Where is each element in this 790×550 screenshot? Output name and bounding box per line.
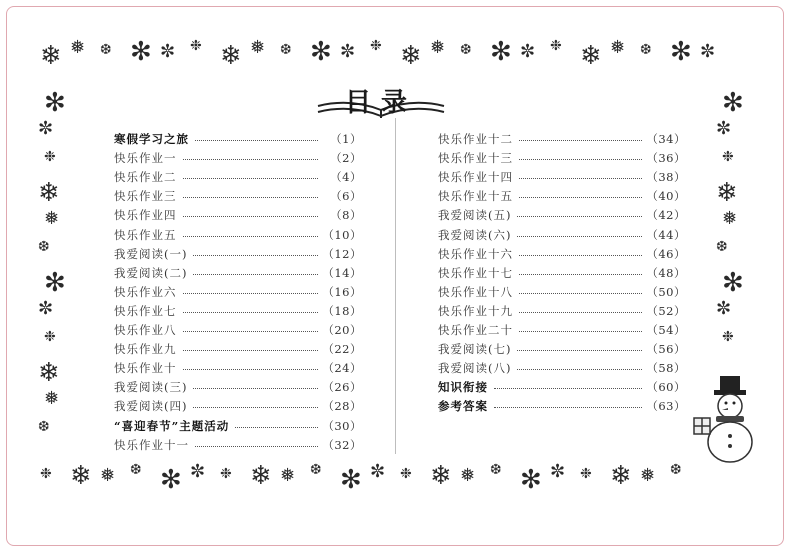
snowflake-icon: ❄	[40, 41, 62, 72]
toc-entry	[114, 246, 362, 265]
snowflake-icon: ❄	[250, 461, 272, 492]
snowman-icon	[692, 372, 756, 464]
snowflake-icon: ❅	[460, 465, 476, 487]
toc-entry	[114, 150, 362, 169]
snowflake-icon: ✼	[38, 298, 54, 319]
toc-entry	[114, 284, 362, 303]
toc-entry-page: （38）	[646, 170, 686, 185]
snowflake-icon: ❉	[44, 149, 56, 165]
toc-entry-label: 快乐作业八	[114, 323, 177, 337]
toc-entry-label: 快乐作业十	[114, 361, 177, 376]
toc-entry-page: （30）	[322, 418, 362, 433]
toc-entry-page: （8）	[330, 208, 362, 223]
toc-leader-dots	[183, 216, 319, 217]
toc-entry-label: 我爱阅读(三)	[114, 380, 188, 395]
toc-entry-page: （42）	[646, 208, 686, 223]
snowflake-icon: ❅	[44, 388, 60, 409]
toc-leader-dots	[183, 178, 319, 179]
snowflake-icon: ❉	[580, 466, 592, 483]
toc-entry	[114, 131, 362, 150]
toc-leader-dots	[195, 446, 318, 447]
toc-leader-dots	[235, 427, 318, 428]
toc-entry	[438, 398, 686, 417]
toc-entry	[438, 150, 686, 169]
toc-leader-dots	[494, 388, 642, 389]
toc-entry-label: 快乐作业七	[114, 303, 177, 318]
snowflake-icon: ✼	[520, 41, 536, 63]
toc-entry-label: 快乐作业十八	[438, 284, 513, 299]
toc-entry-page: （20）	[322, 323, 362, 337]
snowflake-icon: ❆	[670, 462, 682, 479]
snowflake-icon: ✼	[38, 118, 54, 139]
snowflake-icon: ✼	[700, 41, 716, 63]
toc-leader-dots	[183, 312, 319, 313]
toc-entry-page: （54）	[646, 323, 686, 337]
snowflake-icon: ❅	[250, 37, 266, 59]
toc-entry	[114, 303, 362, 322]
toc-entry	[438, 207, 686, 226]
snowflake-icon: ❄	[580, 41, 602, 72]
page-title: 目录	[344, 88, 417, 118]
toc-leader-dots	[494, 407, 642, 408]
snowflake-icon: ❆	[38, 419, 50, 435]
snowflake-icon: ❉	[40, 466, 52, 483]
toc-entry-page: （26）	[322, 380, 362, 395]
toc-entry-page: （10）	[322, 227, 362, 242]
snowflake-icon: ❄	[38, 358, 60, 388]
toc-leader-dots	[519, 331, 642, 332]
toc-title	[316, 78, 446, 122]
toc-entry	[438, 265, 686, 284]
snowflake-icon: ❅	[640, 465, 656, 487]
toc-entry	[438, 379, 686, 398]
toc-entry-label: 快乐作业四	[114, 208, 177, 223]
toc-leader-dots	[183, 197, 319, 198]
snowflake-icon: ❆	[130, 462, 142, 479]
toc-leader-dots	[183, 159, 319, 160]
snowflake-icon: ❉	[400, 466, 412, 483]
toc-entry-label: 快乐作业十四	[438, 170, 513, 185]
snowflake-icon: ❆	[310, 462, 322, 479]
snowflake-icon: ✻	[670, 37, 692, 68]
snowflake-icon: ✻	[310, 37, 332, 68]
toc-entry-page: （28）	[322, 399, 362, 414]
toc-entry-label: 我爱阅读(五)	[438, 208, 512, 223]
toc-entry	[438, 246, 686, 265]
snowflake-icon: ❆	[640, 42, 652, 59]
toc-leader-dots	[517, 216, 642, 217]
snowflake-icon: ❄	[716, 178, 738, 208]
snowflake-icon: ❅	[610, 37, 626, 59]
toc-entry-label: “喜迎春节”主题活动	[114, 418, 230, 433]
snowflake-icon: ✼	[340, 41, 356, 63]
toc-entry	[114, 265, 362, 284]
toc-entry	[114, 207, 362, 226]
toc-leader-dots	[519, 178, 642, 179]
snowflake-icon: ❉	[722, 329, 734, 345]
toc-entry-page: （22）	[322, 342, 362, 357]
snowflake-icon: ❆	[38, 239, 50, 255]
snowflake-icon: ✻	[340, 465, 362, 496]
toc-entry	[438, 341, 686, 360]
snowflake-icon: ❄	[70, 461, 92, 492]
toc-entry-label: 我爱阅读(四)	[114, 399, 188, 414]
toc-entry-label: 快乐作业十六	[438, 246, 513, 261]
toc-leader-dots	[519, 293, 642, 294]
snowflake-icon: ✻	[722, 268, 744, 298]
column-divider	[395, 118, 396, 454]
toc-leader-dots	[183, 293, 319, 294]
toc-entry-label: 快乐作业二十	[438, 323, 513, 337]
snowflake-icon: ❆	[460, 42, 472, 59]
snowflake-icon: ✼	[160, 41, 176, 63]
toc-entry-page: （14）	[322, 265, 362, 280]
toc-entry	[114, 379, 362, 398]
toc-entry-page: （34）	[646, 132, 686, 146]
snowflake-icon: ❅	[100, 465, 116, 487]
toc-entry	[114, 398, 362, 417]
toc-entry	[438, 227, 686, 246]
toc-entry-page: （6）	[330, 189, 362, 204]
toc-entry	[114, 437, 362, 456]
toc-entry	[114, 188, 362, 207]
toc-entry-label: 快乐作业十七	[438, 265, 513, 280]
toc-entry-page: （58）	[646, 361, 686, 376]
snowflake-icon: ❅	[280, 465, 296, 487]
snowflake-icon: ❉	[220, 466, 232, 483]
snowflake-icon: ❅	[722, 208, 738, 229]
toc-entry-page: （44）	[646, 227, 686, 242]
snowflake-icon: ✼	[550, 461, 566, 483]
snowflake-icon: ✼	[190, 461, 206, 483]
toc-entry-label: 快乐作业十九	[438, 303, 513, 318]
toc-entry	[438, 322, 686, 341]
toc-entry-label: 我爱阅读(一)	[114, 246, 188, 261]
snowflake-icon: ❆	[280, 42, 292, 59]
snowflake-icon: ✼	[716, 118, 732, 139]
toc-entry-page: （40）	[646, 189, 686, 204]
snowflake-icon: ❄	[220, 41, 242, 72]
toc-entry	[438, 169, 686, 188]
toc-entry-page: （4）	[330, 170, 362, 185]
toc-entry-label: 快乐作业九	[114, 342, 177, 357]
toc-entry	[438, 188, 686, 207]
snowflake-icon: ✻	[130, 37, 152, 68]
toc-entry-label: 参考答案	[438, 399, 488, 414]
toc-entry-page: （48）	[646, 265, 686, 280]
toc-entry	[438, 303, 686, 322]
snowflake-icon: ❅	[430, 37, 446, 59]
toc-entry-label: 我爱阅读(二)	[114, 265, 188, 280]
toc-entry-page: （50）	[646, 284, 686, 299]
snowflake-icon: ❉	[722, 149, 734, 165]
toc-entry-label: 快乐作业十五	[438, 189, 513, 204]
toc-entry-label: 我爱阅读(六)	[438, 227, 512, 242]
toc-leader-dots	[519, 140, 642, 141]
toc-leader-dots	[193, 407, 318, 408]
toc-entry	[114, 360, 362, 379]
toc-leader-dots	[193, 388, 318, 389]
toc-entry	[114, 341, 362, 360]
toc-entry-page: （12）	[322, 246, 362, 261]
snowflake-icon: ❆	[490, 462, 502, 479]
snowflake-icon: ❆	[716, 239, 728, 255]
snowflake-icon: ❅	[70, 37, 86, 59]
toc-entry-page: （56）	[646, 342, 686, 357]
toc-leader-dots	[519, 274, 642, 275]
toc-entry	[438, 360, 686, 379]
toc-leader-dots	[519, 197, 642, 198]
snowflake-icon: ✻	[520, 465, 542, 496]
toc-leader-dots	[519, 159, 642, 160]
toc-entry	[438, 131, 686, 150]
snowflake-icon: ❉	[550, 38, 562, 55]
toc-leader-dots	[183, 236, 319, 237]
toc-entry-label: 快乐作业三	[114, 189, 177, 204]
toc-entry-page: （63）	[646, 399, 686, 414]
toc-entry	[114, 169, 362, 188]
toc-entry-page: （46）	[646, 246, 686, 261]
toc-entry-page: （36）	[646, 151, 686, 166]
toc-leader-dots	[183, 369, 319, 370]
toc-entry-page: （24）	[322, 361, 362, 376]
toc-entry	[438, 284, 686, 303]
toc-entry-label: 知识衔接	[438, 380, 488, 395]
toc-entry-page: （60）	[646, 380, 686, 395]
snowflake-icon: ✻	[722, 88, 744, 118]
toc-entry-page: （2）	[330, 151, 362, 166]
snowflake-icon: ❄	[38, 178, 60, 208]
toc-leader-dots	[195, 140, 318, 141]
toc-leader-dots	[517, 369, 642, 370]
toc-leader-dots	[193, 274, 318, 275]
snowflake-icon: ❆	[100, 42, 112, 59]
toc-entry-page: （52）	[646, 303, 686, 318]
snowflake-icon: ✻	[490, 37, 512, 68]
toc-leader-dots	[519, 312, 642, 313]
toc-leader-dots	[519, 255, 642, 256]
snowflake-icon: ✻	[44, 88, 66, 118]
toc-entry-label: 快乐作业二	[114, 170, 177, 185]
toc-leader-dots	[183, 350, 319, 351]
toc-entry-page: （16）	[322, 284, 362, 299]
snowflake-icon: ❄	[400, 41, 422, 72]
snowflake-icon: ❅	[44, 208, 60, 229]
toc-entry-label: 快乐作业十一	[114, 437, 189, 452]
toc-entry-label: 快乐作业一	[114, 151, 177, 166]
toc-entry	[114, 227, 362, 246]
snowflake-icon: ❉	[370, 38, 382, 55]
toc-leader-dots	[193, 255, 318, 256]
toc-entry-page: （32）	[322, 437, 362, 452]
snowflake-icon: ✼	[716, 298, 732, 319]
snowflake-icon: ❄	[430, 461, 452, 492]
snowflake-icon: ❄	[610, 461, 632, 492]
toc-entry	[114, 322, 362, 341]
toc-entry-label: 寒假学习之旅	[114, 132, 189, 146]
toc-entry-label: 快乐作业六	[114, 284, 177, 299]
toc-entry-label: 我爱阅读(七)	[438, 342, 512, 357]
snowflake-icon: ✻	[44, 268, 66, 298]
toc-entry-label: 快乐作业十三	[438, 151, 513, 166]
toc-entry-label: 快乐作业五	[114, 227, 177, 242]
toc-leader-dots	[517, 350, 642, 351]
snowflake-icon: ❉	[190, 38, 202, 55]
snowflake-icon: ✼	[370, 461, 386, 483]
toc-leader-dots	[517, 236, 642, 237]
toc-entry-label: 我爱阅读(八)	[438, 361, 512, 376]
toc-entry-label: 快乐作业十二	[438, 132, 513, 146]
toc-entry-page: （1）	[330, 132, 362, 146]
snowflake-icon: ❉	[44, 329, 56, 345]
toc-entry-page: （18）	[322, 303, 362, 318]
toc-leader-dots	[183, 331, 319, 332]
toc-entry	[114, 418, 362, 437]
snowflake-icon: ✻	[160, 465, 182, 496]
